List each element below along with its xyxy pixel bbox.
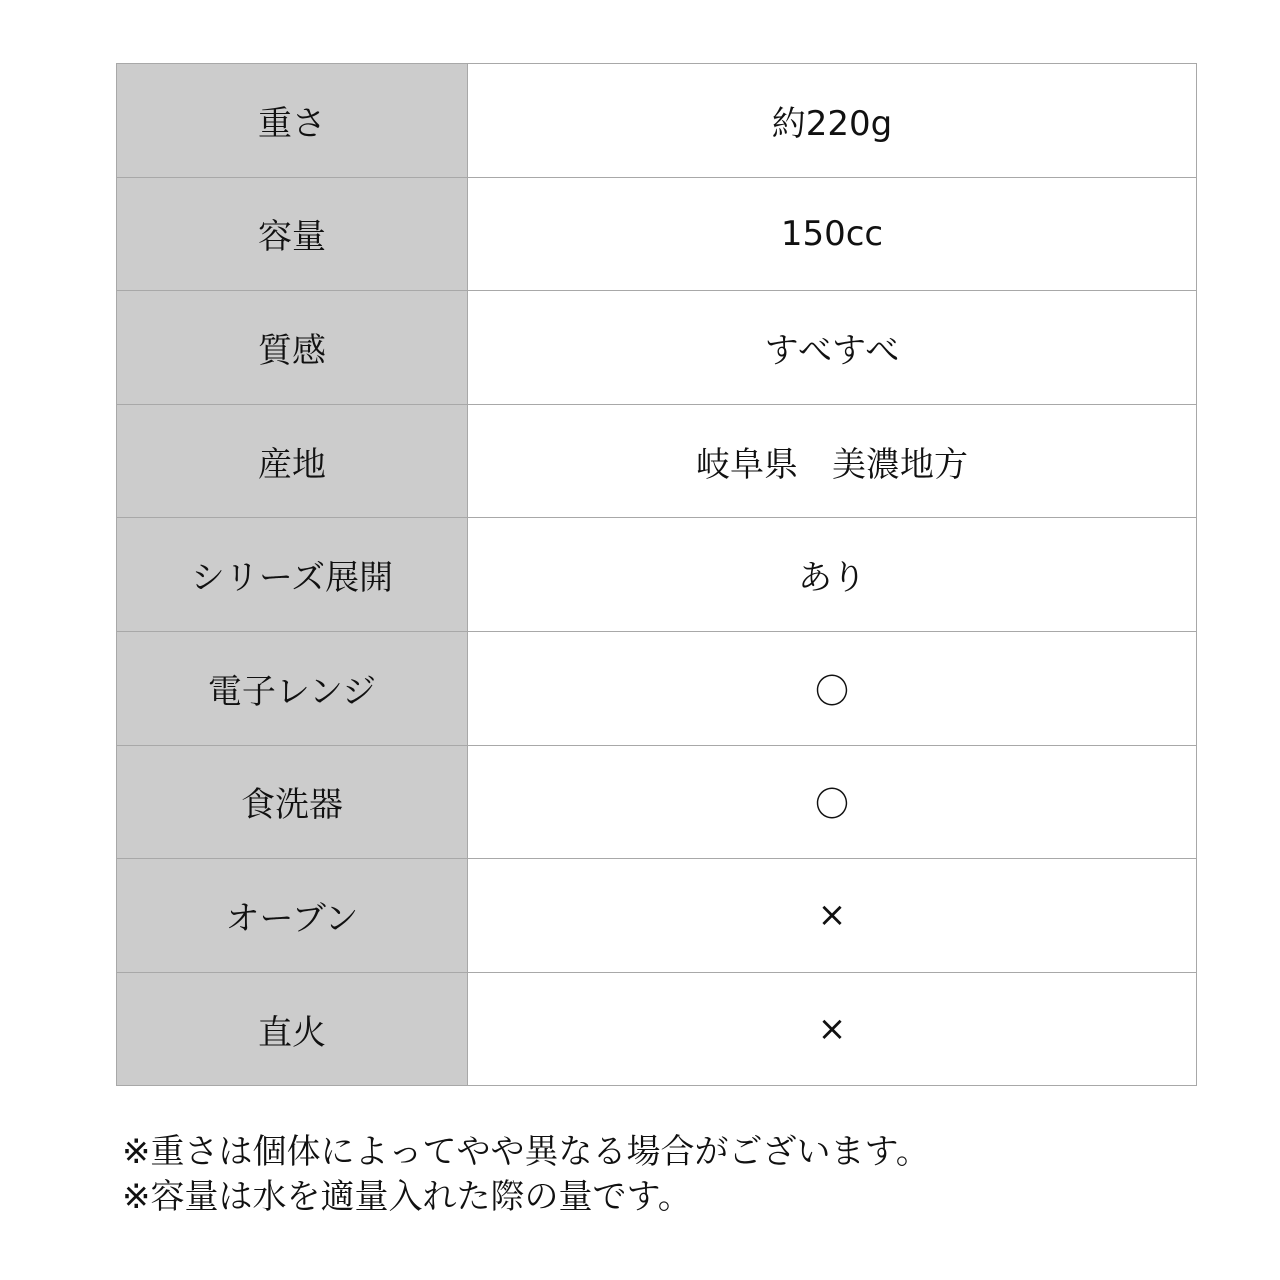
spec-label-direct-fire: 直火: [117, 972, 468, 1086]
spec-label-origin: 産地: [117, 404, 468, 518]
table-row: [117, 64, 1197, 178]
spec-value-capacity: 150cc: [468, 177, 1197, 291]
spec-value-direct-fire: ×: [468, 972, 1197, 1086]
spec-value-dishwasher: 〇: [468, 745, 1197, 859]
spec-label-texture: 質感: [117, 291, 468, 405]
spec-label-microwave: 電子レンジ: [117, 631, 468, 745]
table-row: [117, 631, 1197, 745]
spec-value-microwave: 〇: [468, 631, 1197, 745]
table-row: [117, 745, 1197, 859]
spec-label-dishwasher: 食洗器: [117, 745, 468, 859]
table-row: [117, 177, 1197, 291]
notes: [122, 1130, 930, 1220]
spec-value-origin: 岐阜県 美濃地方: [468, 404, 1197, 518]
spec-value-texture: すべすべ: [468, 291, 1197, 405]
table-row: [117, 291, 1197, 405]
table-row: [117, 972, 1197, 1086]
table-row: [117, 859, 1197, 973]
spec-label-weight: 重さ: [117, 64, 468, 178]
spec-label-series: シリーズ展開: [117, 518, 468, 632]
spec-value-weight: 約220g: [468, 64, 1197, 178]
spec-label-capacity: 容量: [117, 177, 468, 291]
spec-label-oven: オーブン: [117, 859, 468, 973]
table-row: [117, 404, 1197, 518]
note-capacity-measurement: ※容量は水を適量入れた際の量です。: [122, 1177, 692, 1217]
table-row: [117, 518, 1197, 632]
spec-value-oven: ×: [468, 859, 1197, 973]
spec-value-series: あり: [468, 518, 1197, 632]
spec-table: [116, 63, 1197, 1086]
note-weight-variation: ※重さは個体によってやや異なる場合がございます。: [122, 1132, 930, 1172]
